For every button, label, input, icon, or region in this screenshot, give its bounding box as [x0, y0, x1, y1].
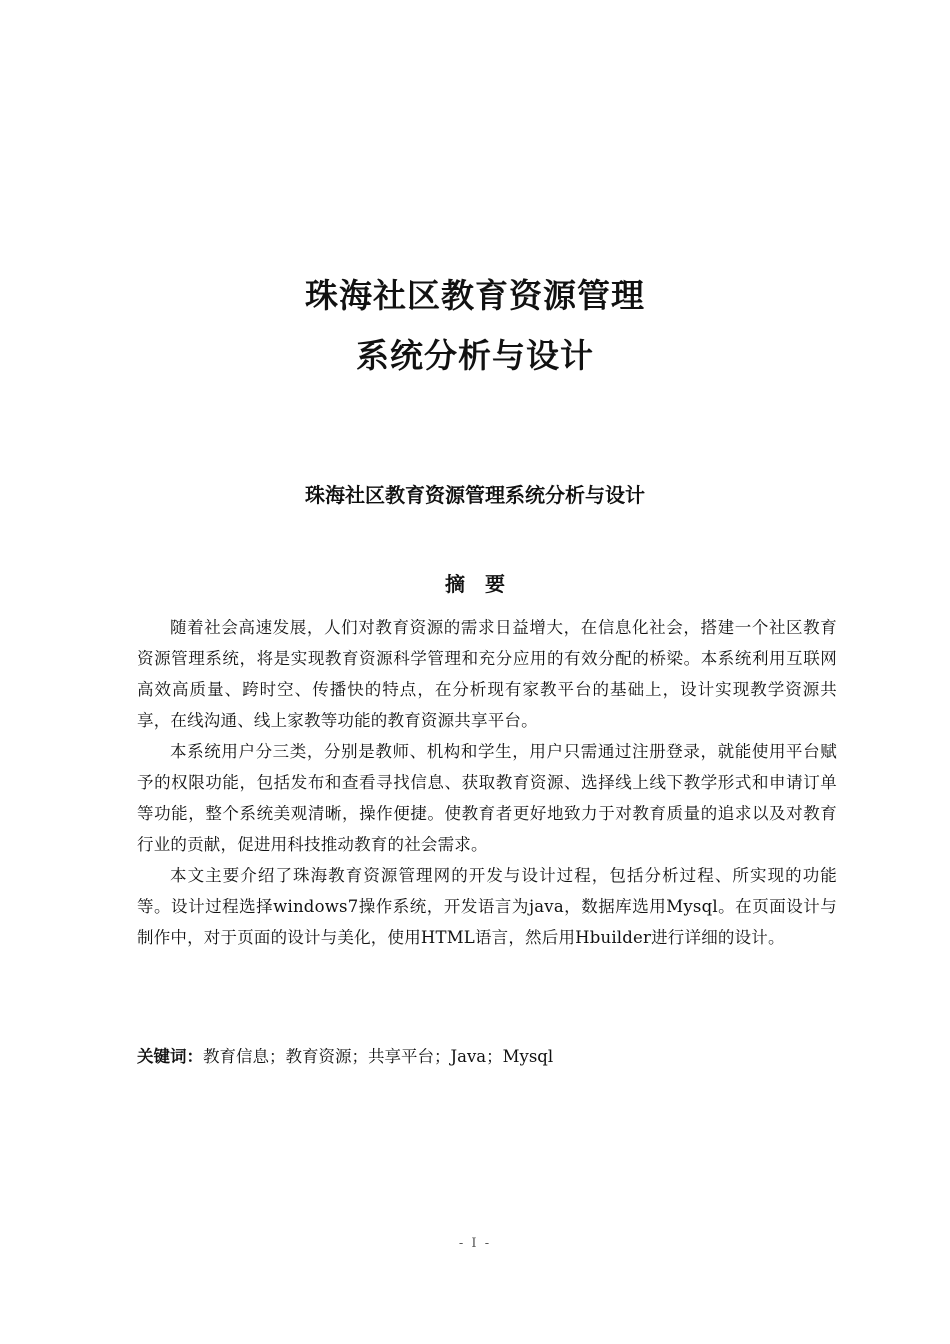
page-number: - I - — [458, 1236, 492, 1251]
document-title-line-1: 珠海社区教育资源管理 — [305, 276, 645, 315]
abstract-heading: 摘要 — [445, 572, 525, 596]
keywords-line — [137, 1043, 837, 1071]
abstract-body — [137, 612, 837, 953]
document-title-line-2: 系统分析与设计 — [356, 336, 594, 375]
document-subtitle: 珠海社区教育资源管理系统分析与设计 — [305, 483, 645, 507]
abstract-paragraph-2: 本系统用户分三类，分别是教师、机构和学生，用户只需通过注册登录，就能使用平台赋予的权限功能，包括发布和查看寻找信息、获取教育资源、选择线上线下教学形式和申请订单等功能，整个系统美观清晰，操作便捷。使教育者更好地致力于对教育质量的追求以及对教育行业的贡献，促进用科技推动教育的社会需求。 — [137, 742, 837, 854]
keywords-label: 关键词： — [137, 1047, 203, 1066]
abstract-paragraph-3: 本文主要介绍了珠海教育资源管理网的开发与设计过程，包括分析过程、所实现的功能等。设计过程选择windows7操作系统，开发语言为java，数据库选用Mysql。在页面设计与制作中，对于页面的设计与美化，使用HTML语言，然后用Hbuilder进行详细的设计。 — [137, 866, 837, 947]
abstract-paragraph-1: 随着社会高速发展，人们对教育资源的需求日益增大，在信息化社会，搭建一个社区教育资源管理系统，将是实现教育资源科学管理和充分应用的有效分配的桥梁。本系统利用互联网高效高质量、跨时空、传播快的特点，在分析现有家教平台的基础上，设计实现教学资源共享，在线沟通、线上家教等功能的教育资源共享平台。 — [137, 618, 837, 730]
keywords-value: 教育信息；教育资源；共享平台；Java；Mysql — [203, 1047, 554, 1066]
